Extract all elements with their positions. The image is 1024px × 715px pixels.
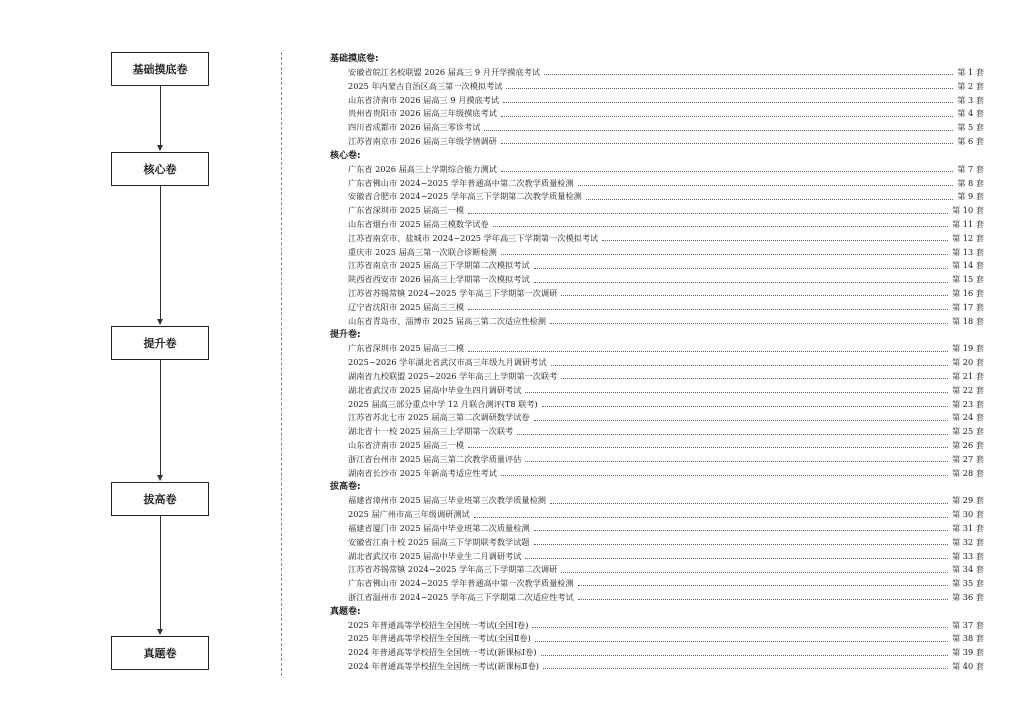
- flow-box-advance: [111, 326, 209, 360]
- leader-dots: [468, 309, 948, 310]
- toc-entry: [330, 563, 984, 577]
- leader-dots: [586, 199, 953, 200]
- toc-entry-number: 第 18 套: [952, 315, 984, 326]
- toc-entry-number: 第 13 套: [952, 246, 984, 257]
- toc-entry-title: 湖南省长沙市 2025 年新高考适应性考试: [348, 467, 497, 478]
- toc-entry-number: 第 17 套: [952, 301, 984, 312]
- toc-entry: [330, 94, 984, 108]
- toc-entry: [330, 315, 984, 329]
- toc-entry: [330, 287, 984, 301]
- leader-dots: [550, 323, 948, 324]
- toc-entry: [330, 232, 984, 246]
- toc-entry-title: 江苏省南京市 2025 届高三下学期第二次模拟考试: [348, 260, 530, 271]
- toc-entry-number: 第 28 套: [952, 467, 984, 478]
- toc-entry: [330, 80, 984, 94]
- toc-entry-title: 浙江省温州市 2024~2025 学年高三下学期第二次适应性考试: [348, 591, 574, 602]
- toc-entry: [330, 591, 984, 605]
- toc-entry-title: 广东省 2026 届高三上学期综合能力测试: [348, 163, 497, 174]
- leader-dots: [501, 254, 948, 255]
- leader-dots: [503, 102, 953, 103]
- leader-dots: [525, 461, 948, 462]
- toc-entry-title: 2025 年普通高等学校招生全国统一考试(全国Ⅱ卷): [348, 633, 531, 644]
- toc-entry-title: 山东省青岛市、淄博市 2025 届高三第二次适应性检测: [348, 315, 546, 326]
- leader-dots: [542, 406, 948, 407]
- toc-entry: [330, 425, 984, 439]
- toc-entry-title: 福建省厦门市 2025 届高中毕业班第二次质量检测: [348, 522, 530, 533]
- table-of-contents: [330, 52, 984, 674]
- toc-entry-title: 安徽省合肥市 2024~2025 学年高三下学期第二次教学质量检测: [348, 191, 582, 202]
- toc-entry: [330, 121, 984, 135]
- toc-entry-title: 2025 年普通高等学校招生全国统一考试(全国Ⅰ卷): [348, 619, 529, 630]
- leader-dots: [578, 599, 948, 600]
- toc-entry: [330, 619, 984, 633]
- leader-dots: [534, 420, 948, 421]
- flow-arrow: [160, 360, 161, 480]
- toc-entry: [330, 218, 984, 232]
- leader-dots: [534, 268, 948, 269]
- dashed-divider: [281, 52, 282, 676]
- toc-entry: [330, 163, 984, 177]
- toc-entry-number: 第 1 套: [957, 67, 984, 77]
- flow-box-elevate: [111, 482, 209, 516]
- leader-dots: [602, 240, 948, 241]
- toc-entry-number: 第 20 套: [952, 357, 984, 368]
- toc-entry: [330, 384, 984, 398]
- toc-entry-number: 第 35 套: [952, 578, 984, 589]
- toc-entry: [330, 439, 984, 453]
- toc-entry-title: 广东省佛山市 2024~2025 学年普通高中第一次教学质量检测: [348, 578, 574, 589]
- toc-entry-number: 第 22 套: [952, 384, 984, 395]
- toc-entry-number: 第 36 套: [952, 591, 984, 602]
- leader-dots: [561, 295, 948, 296]
- toc-entry-title: 江苏省苏锡常镇 2024~2025 学年高三下学期第二次调研: [348, 564, 558, 575]
- toc-entry-number: 第 3 套: [957, 94, 984, 105]
- toc-entry-title: 广东省深圳市 2025 届高三一模: [348, 205, 465, 216]
- toc-entry-title: 湖北省武汉市 2025 届高中毕业生二月调研考试: [348, 550, 522, 561]
- flow-box-real-exam: [111, 636, 209, 670]
- toc-entry-number: 第 21 套: [952, 370, 984, 381]
- toc-entry: [330, 301, 984, 315]
- toc-entry: [330, 494, 984, 508]
- toc-entry-number: 第 24 套: [952, 412, 984, 423]
- toc-entry-title: 湖北省十一校 2025 届高三上学期第一次联考: [348, 426, 514, 437]
- leader-dots: [550, 503, 948, 504]
- leader-dots: [501, 116, 953, 117]
- toc-entry-number: 第 27 套: [952, 453, 984, 464]
- toc-entry: [330, 522, 984, 536]
- flow-box-label: 真题卷: [143, 647, 177, 660]
- toc-entry: [330, 190, 984, 204]
- toc-entry-title: 浙江省台州市 2025 届高三第二次教学质量评估: [348, 453, 522, 464]
- toc-entry: [330, 550, 984, 564]
- flow-arrow: [160, 186, 161, 324]
- leader-dots: [561, 572, 948, 573]
- toc-entry-number: 第 7 套: [957, 163, 984, 174]
- toc-entry: [330, 646, 984, 660]
- toc-entry-number: 第 9 套: [957, 191, 984, 202]
- leader-dots: [561, 378, 948, 379]
- toc-entry-title: 广东省佛山市 2024~2025 学年普通高中第二次教学质量检测: [348, 177, 574, 188]
- flow-box-basic: [111, 52, 209, 86]
- toc-entry-title: 安徽省江南十校 2025 届高三下学期联考数学试题: [348, 536, 530, 547]
- toc-entry-number: 第 33 套: [952, 550, 984, 561]
- toc-entry-title: 山东省烟台市 2025 届高三模数学试卷: [348, 218, 489, 229]
- section-title: 基础摸底卷:: [330, 54, 379, 64]
- section-title: 提升卷:: [330, 330, 361, 341]
- flow-box-core: [111, 152, 209, 186]
- toc-entry: [330, 398, 984, 412]
- leader-dots: [474, 517, 948, 518]
- toc-entry-number: 第 19 套: [952, 343, 984, 354]
- toc-entry-number: 第 29 套: [952, 495, 984, 506]
- toc-entry-number: 第 37 套: [952, 619, 984, 630]
- toc-entry: [330, 204, 984, 218]
- toc-entry-number: 第 16 套: [952, 287, 984, 298]
- leader-dots: [517, 434, 948, 435]
- toc-entry-number: 第 26 套: [952, 439, 984, 450]
- toc-entry-number: 第 40 套: [952, 661, 984, 672]
- toc-entry: [330, 453, 984, 467]
- leader-dots: [506, 88, 953, 89]
- toc-entry: [330, 632, 984, 646]
- leader-dots: [525, 558, 948, 559]
- section-title: 核心卷:: [330, 150, 361, 161]
- toc-entry-number: 第 10 套: [952, 205, 984, 216]
- leader-dots: [501, 171, 953, 172]
- toc-entry-number: 第 25 套: [952, 426, 984, 437]
- leader-dots: [535, 641, 948, 642]
- toc-entry-number: 第 6 套: [957, 135, 984, 146]
- toc-entry-title: 重庆市 2025 届高三第一次联合诊断检测: [348, 246, 497, 257]
- toc-entry-title: 辽宁省沈阳市 2025 届高三三模: [348, 301, 465, 312]
- toc-entry-title: 江苏省南京市 2026 届高三年级学情调研: [348, 135, 497, 146]
- toc-entry-title: 江苏省苏北七市 2025 届高三第二次调研数学试卷: [348, 412, 530, 423]
- section-title: 拔高卷:: [330, 482, 361, 493]
- toc-entry-title: 陕西省西安市 2026 届高三上学期第一次模拟考试: [348, 274, 530, 285]
- toc-entry-number: 第 34 套: [952, 564, 984, 575]
- leader-dots: [544, 74, 953, 75]
- leader-dots: [484, 130, 953, 131]
- flow-arrow: [160, 516, 161, 634]
- flow-arrow: [160, 86, 161, 150]
- toc-entry: [330, 508, 984, 522]
- leader-dots: [532, 627, 948, 628]
- leader-dots: [534, 544, 948, 545]
- leader-dots: [493, 226, 948, 227]
- toc-entry: [330, 370, 984, 384]
- toc-entry: [330, 273, 984, 287]
- leader-dots: [468, 447, 948, 448]
- flow-box-label: 基础摸底卷: [132, 63, 188, 76]
- leader-dots: [551, 365, 948, 366]
- toc-entry: [330, 577, 984, 591]
- toc-entry-number: 第 8 套: [957, 177, 984, 188]
- toc-entry: [330, 536, 984, 550]
- flow-box-label: 提升卷: [143, 337, 177, 350]
- toc-entry-title: 安徽省皖江名校联盟 2026 届高三 9 月开学摸底考试: [348, 67, 541, 77]
- toc-entry-number: 第 23 套: [952, 398, 984, 409]
- toc-entry-number: 第 38 套: [952, 633, 984, 644]
- toc-entry-title: 山东省济南市 2026 届高三 9 月摸底考试: [348, 94, 500, 105]
- toc-entry-number: 第 11 套: [952, 218, 984, 229]
- toc-entry: [330, 259, 984, 273]
- toc-entry-number: 第 39 套: [952, 647, 984, 658]
- toc-entry: [330, 177, 984, 191]
- toc-entry-title: 江苏省南京市、盐城市 2024~2025 学年高三下学期第一次模拟考试: [348, 232, 599, 243]
- flow-box-label: 核心卷: [143, 163, 177, 176]
- toc-entry-number: 第 5 套: [957, 122, 984, 133]
- leader-dots: [534, 282, 948, 283]
- toc-entry: [330, 246, 984, 260]
- toc-entry-title: 2025 届广州市高三年级调研测试: [348, 509, 470, 520]
- toc-entry-title: 2024 年普通高等学校招生全国统一考试(新课标Ⅱ卷): [348, 661, 539, 672]
- toc-entry-title: 江苏省苏锡常镇 2024~2025 学年高三下学期第一次调研: [348, 287, 558, 298]
- toc-entry-number: 第 32 套: [952, 536, 984, 547]
- toc-entry-title: 2024 年普通高等学校招生全国统一考试(新课标Ⅰ卷): [348, 647, 537, 658]
- toc-entry-title: 湖北省武汉市 2025 届高中毕业生四月调研考试: [348, 384, 522, 395]
- section-title: 真题卷:: [330, 606, 361, 617]
- leader-dots: [534, 530, 948, 531]
- toc-entry: [330, 411, 984, 425]
- toc-entry-title: 贵州省贵阳市 2026 届高三年级摸底考试: [348, 108, 497, 119]
- toc-entry: [330, 107, 984, 121]
- toc-entry-title: 广东省深圳市 2025 届高三二模: [348, 343, 465, 354]
- toc-entry: [330, 356, 984, 370]
- toc-entry-number: 第 4 套: [957, 108, 984, 119]
- toc-entry: [330, 660, 984, 674]
- toc-entry-title: 福建省漳州市 2025 届高三毕业班第三次教学质量检测: [348, 495, 546, 506]
- leader-dots: [501, 475, 948, 476]
- toc-entry-number: 第 30 套: [952, 509, 984, 520]
- leader-dots: [501, 143, 953, 144]
- leader-dots: [468, 213, 948, 214]
- toc-entry-title: 2025 年内蒙古自治区高三第一次模拟考试: [348, 80, 503, 91]
- toc-entry-number: 第 31 套: [952, 522, 984, 533]
- toc-entry-title: 湖南省九校联盟 2025~2026 学年高三上学期第一次联考: [348, 370, 558, 381]
- toc-entry-title: 2025 届高三部分重点中学 12 月联合测评(T8 联考): [348, 398, 538, 409]
- leader-dots: [468, 351, 948, 352]
- toc-entry: [330, 342, 984, 356]
- toc-entry: [330, 66, 984, 80]
- toc-entry-title: 四川省成都市 2026 届高三零诊考试: [348, 122, 481, 133]
- toc-entry-number: 第 2 套: [957, 80, 984, 91]
- toc-entry-number: 第 14 套: [952, 260, 984, 271]
- toc-entry-title: 2025~2026 学年湖北省武汉市高三年级九月调研考试: [348, 357, 547, 368]
- toc-entry: [330, 467, 984, 481]
- leader-dots: [525, 392, 948, 393]
- toc-entry-number: 第 12 套: [952, 232, 984, 243]
- flow-box-label: 拔高卷: [143, 493, 177, 506]
- toc-entry-number: 第 15 套: [952, 274, 984, 285]
- leader-dots: [543, 668, 948, 669]
- leader-dots: [578, 585, 948, 586]
- leader-dots: [541, 655, 948, 656]
- toc-entry: [330, 135, 984, 149]
- toc-entry-title: 山东省济南市 2025 届高三一模: [348, 439, 465, 450]
- leader-dots: [578, 185, 954, 186]
